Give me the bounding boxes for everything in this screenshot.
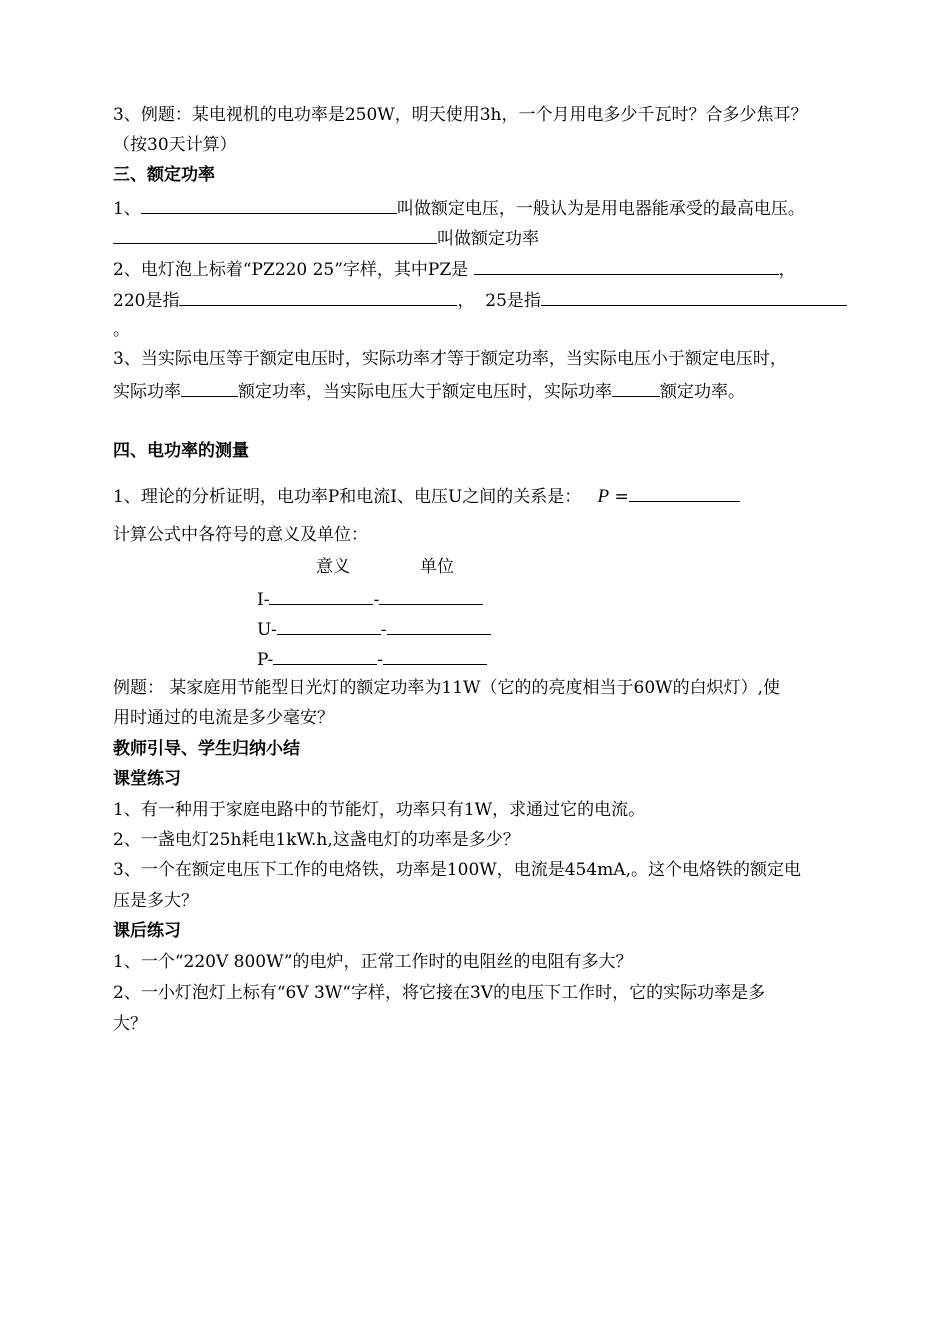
section3-q2b <box>113 287 847 313</box>
actual-power-lower-blank[interactable] <box>181 378 238 397</box>
symbol-p-unit-blank[interactable] <box>383 646 487 665</box>
section3-heading: 三、额定功率 <box>113 165 215 185</box>
symbol-p-dash: - <box>377 650 384 670</box>
formula-intro: 计算公式中各符号的意义及单位： <box>113 525 368 545</box>
section3-q3-line1: 3、当实际电压等于额定电压时，实际功率才等于额定功率，当实际电压小于额定电压时， <box>113 349 787 369</box>
q3-c: 额定功率。 <box>660 382 745 402</box>
symbol-u-unit-blank[interactable] <box>387 616 491 635</box>
section3-q2c: 。 <box>113 320 130 340</box>
actual-power-higher-blank[interactable] <box>612 378 660 397</box>
value-25-blank[interactable] <box>541 287 847 306</box>
col-unit: 单位 <box>420 557 454 577</box>
symbol-i: I- <box>257 590 270 610</box>
rated-power-blank[interactable] <box>113 225 437 244</box>
q2-prefix: 2、电灯泡上标着“PZ220 25”字样，其中PZ是 <box>113 260 469 280</box>
rated-voltage-blank[interactable] <box>141 195 397 214</box>
example3-line2: （按30天计算） <box>113 135 237 155</box>
q2b-220: 220是指 <box>113 291 180 311</box>
section3-q1b <box>113 225 539 251</box>
q1-prefix: 1、 <box>113 199 141 219</box>
section3-q3-line2 <box>113 378 745 404</box>
example-line2: 用时通过的电流是多少毫安？ <box>113 708 334 728</box>
class-practice-item-2: 2、一盏电灯25h耗电1kW.h,这盏电灯的功率是多少？ <box>113 830 520 850</box>
section4-heading: 四、电功率的测量 <box>113 441 249 461</box>
homework-item-2: 2、一小灯泡灯上标有“6V 3W“字样，将它接在3V的电压下工作时，它的实际功率是多 <box>113 983 766 1003</box>
q3-a: 实际功率 <box>113 382 181 402</box>
class-practice-item-3-cont: 压是多大？ <box>113 891 198 911</box>
formula-eq: = <box>609 487 629 507</box>
homework-heading: 课后练习 <box>113 921 181 941</box>
example3-line1: 3、例题：某电视机的电功率是250W，明天使用3h，一个月用电多少千瓦时？合多少焦耳？ <box>113 105 808 125</box>
pz-meaning-blank[interactable] <box>474 256 779 275</box>
symbol-p-meaning-blank[interactable] <box>273 646 377 665</box>
q1-suffix: 叫做额定电压，一般认为是用电器能承受的最高电压。 <box>396 199 805 219</box>
class-practice-item-3: 3、一个在额定电压下工作的电烙铁，功率是100W，电流是454mA,。这个电烙铁的额定电 <box>113 860 801 880</box>
q2-comma: ， <box>778 260 796 280</box>
symbol-u: U- <box>257 620 277 640</box>
q3-b: 额定功率，当实际电压大于额定电压时，实际功率 <box>238 382 612 402</box>
symbol-row-p <box>257 646 487 672</box>
symbol-i-dash: - <box>373 590 380 610</box>
symbol-p: P- <box>257 650 274 670</box>
q1-text: 1、理论的分析证明，电功率P和电流I、电压U之间的关系是： <box>113 487 582 507</box>
value-220-blank[interactable] <box>179 287 457 306</box>
homework-item-2-cont: 大？ <box>113 1014 147 1034</box>
symbol-i-meaning-blank[interactable] <box>269 586 373 605</box>
col-meaning: 意义 <box>316 557 350 577</box>
symbol-u-meaning-blank[interactable] <box>277 616 381 635</box>
section4-q1 <box>113 483 740 509</box>
q2b-25: 25是指 <box>485 291 541 311</box>
symbol-u-dash: - <box>380 620 387 640</box>
section3-q1 <box>113 195 805 221</box>
summary-heading: 教师引导、学生归纳小结 <box>113 739 300 759</box>
formula-p-symbol: P <box>597 486 610 507</box>
section3-q2 <box>113 256 796 282</box>
q1b-suffix: 叫做额定功率 <box>437 229 539 249</box>
q2b-mid: ， <box>457 291 475 311</box>
symbol-row-u <box>257 616 491 642</box>
homework-item-1: 1、一个“220V 800W”的电炉，正常工作时的电阻丝的电阻有多大？ <box>113 952 633 972</box>
symbol-i-unit-blank[interactable] <box>379 586 483 605</box>
example-line1: 例题： 某家庭用节能型日光灯的额定功率为11W（它的的亮度相当于60W的白炽灯）,使 <box>113 678 781 698</box>
symbol-row-i <box>257 586 483 612</box>
formula-blank[interactable] <box>629 483 740 502</box>
class-practice-heading: 课堂练习 <box>113 769 181 789</box>
class-practice-item-1: 1、有一种用于家庭电路中的节能灯，功率只有1W，求通过它的电流。 <box>113 800 646 820</box>
